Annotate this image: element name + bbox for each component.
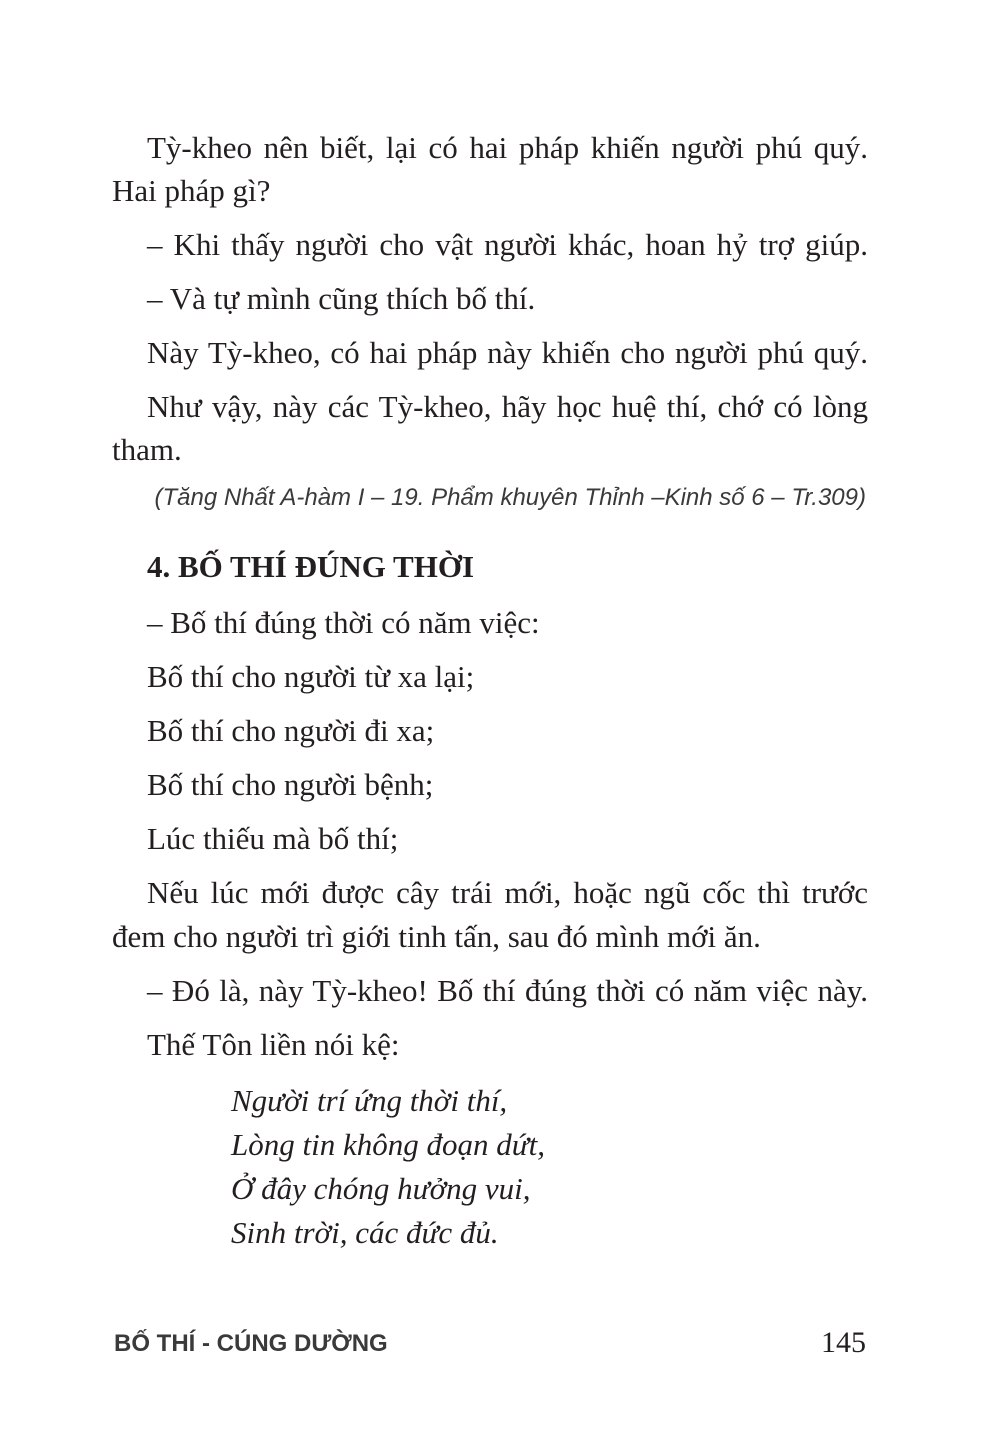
verse-line: Người trí ứng thời thí,	[231, 1083, 508, 1118]
conclusion-line: – Đó là, này Tỳ-kheo! Bố thí đúng thời có năm việc này.	[147, 973, 868, 1008]
paragraph-line: Hai pháp gì?	[112, 173, 271, 208]
running-footer-title: BỐ THÍ - CÚNG DƯỜNG	[114, 1330, 388, 1357]
paragraph-line: Như vậy, này các Tỳ-kheo, hãy học huệ thí, chớ có lòng	[147, 389, 868, 424]
paragraph-line: Này Tỳ-kheo, có hai pháp này khiến cho người phú quý.	[147, 335, 868, 370]
list-item: Lúc thiếu mà bố thí;	[147, 821, 399, 856]
list-item: Bố thí cho người từ xa lại;	[147, 659, 475, 694]
paragraph-line: tham.	[112, 432, 182, 467]
section-heading: 4. BỐ THÍ ĐÚNG THỜI	[147, 549, 475, 584]
paragraph-line: – Và tự mình cũng thích bố thí.	[147, 281, 536, 316]
page-number: 145	[821, 1326, 866, 1359]
section-intro: – Bố thí đúng thời có năm việc:	[147, 605, 540, 640]
paragraph-line: Tỳ-kheo nên biết, lại có hai pháp khiến người phú quý.	[147, 130, 868, 165]
paragraph-line: đem cho người trì giới tinh tấn, sau đó mình mới ăn.	[112, 919, 761, 954]
verse-intro: Thế Tôn liền nói kệ:	[147, 1027, 400, 1062]
list-item: Bố thí cho người đi xa;	[147, 713, 435, 748]
paragraph-line: Nếu lúc mới được cây trái mới, hoặc ngũ cốc thì trước	[147, 875, 868, 910]
list-item: Bố thí cho người bệnh;	[147, 767, 434, 802]
verse-line: Sinh trời, các đức đủ.	[231, 1215, 499, 1250]
verse-line: Ở đây chóng hưởng vui,	[231, 1171, 531, 1206]
citation: (Tăng Nhất A-hàm I – 19. Phẩm khuyên Thỉnh –Kinh số 6 – Tr.309)	[154, 484, 866, 511]
verse-line: Lòng tin không đoạn dứt,	[231, 1127, 545, 1162]
paragraph-line: – Khi thấy người cho vật người khác, hoan hỷ trợ giúp.	[147, 227, 868, 262]
